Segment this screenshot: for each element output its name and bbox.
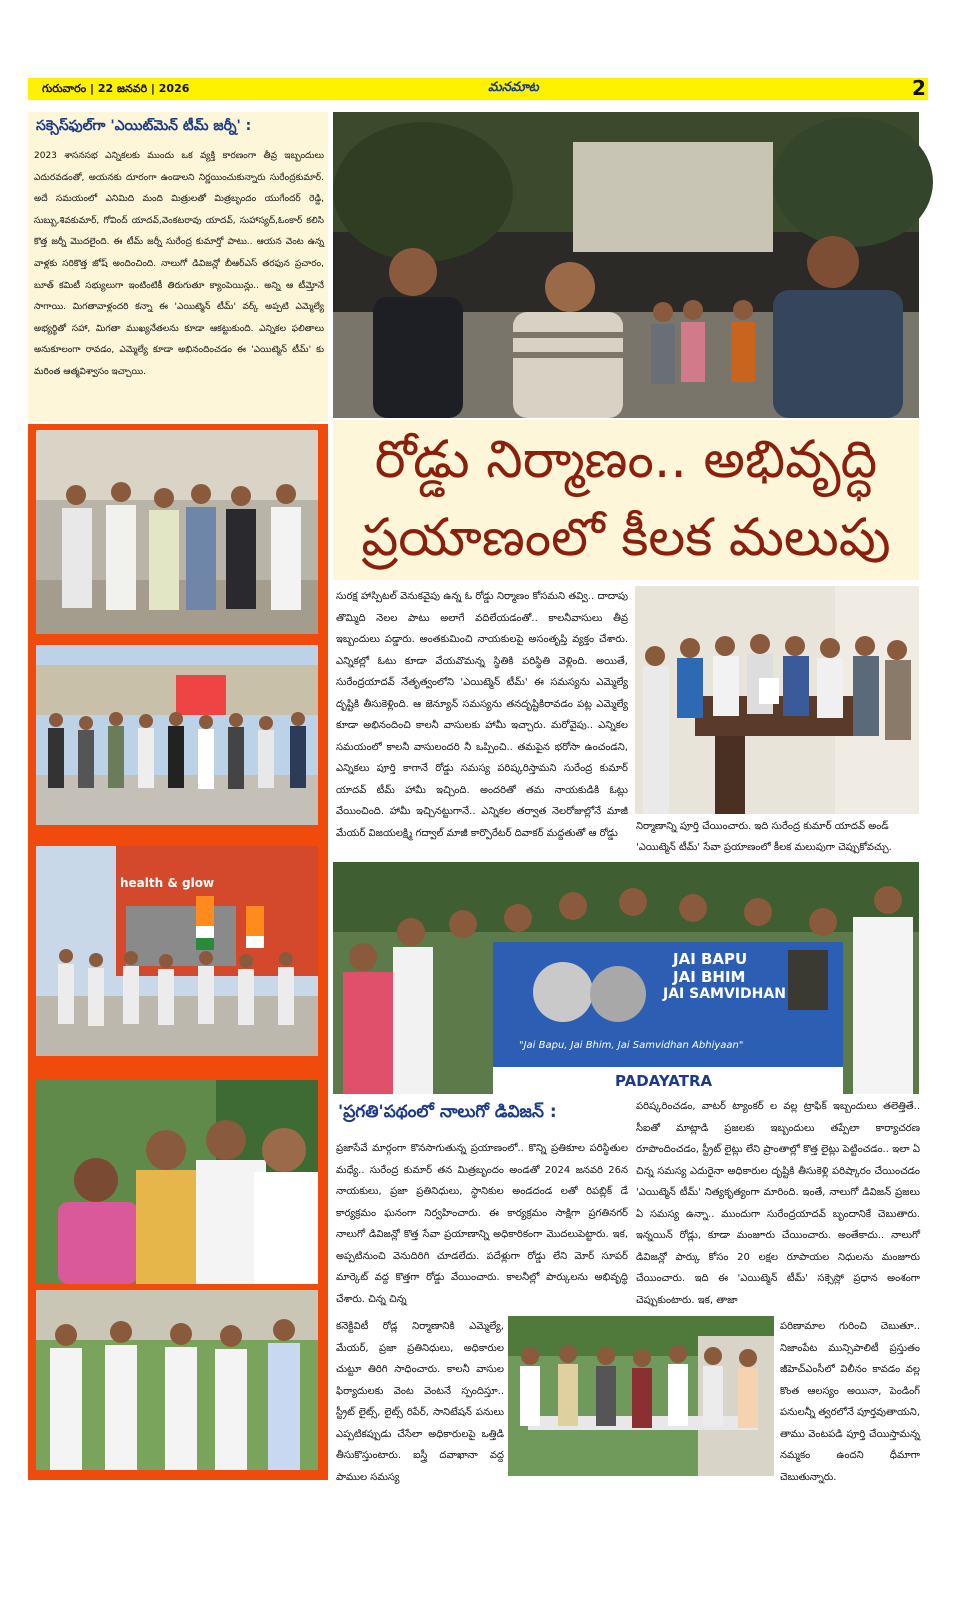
header-bar [28,78,928,100]
walk-photo [36,1290,318,1470]
road-story-text: సురక్ష హాస్పిటల్ వెనుకవైపు ఉన్న ఓ రోడ్డు నిర్మాణం కోసమని తవ్వి.. దాదాపు తొమ్మిది నెలల పాటు అలాగే వదిలేయడంతో.. కాలనీవాసులు తీవ్ర ఇబ్బందులు పడ్డారు. అంతకుమించి నాయకులపై అసంతృప్తి వ్యక్తం చేశారు. ఎన్నికల్లో ఓటు కూడా వేయవొమన్న స్థితికి పరిస్థితి వెళ్లింది. అయితే, సురేంద్రయాదవ్ నేతృత్వంలోని 'ఎయిట్మెన్ టీమ్' ఈ సమస్యను ఎమ్మెల్యే దృష్టికి తీసుకెళ్లింది. ఆ జెన్యూన్ సమస్యను తనదృష్టికిరావడం పట్ల ఎమ్మెల్యే కూడా అభినందించి కాలనీ వాసులకు హామీ ఇచ్చారు. మరోవైపు.. ఎన్నికల సమయంలో కాలనీ వాసులందరి నీ ఒప్పించి.. తమపైన భరోసా ఉంచండని, ఎన్నికలు పూర్తి కాగానే రోడ్డు సమస్య పరిష్కరిస్తామని సురేంద్ర కుమార్ యాదవ్ టీమ్ హామీ ఇచ్చింది. అందరితో తమ నాయకుడికి ఓట్లు వేయించింది. హామీ ఇచ్చినట్టుగానే.. ఎన్నికల తర్వాత నెలరోజుల్లోనే మాజీ మేయర్ విజయలక్ష్మి గద్వాల్ మాజీ కార్పొరేటర్ దివాకర్ మద్దతుతో ఆ రోడ్డు [336,591,628,839]
division-col1-tail: కనెక్టివిటీ రోడ్ల నిర్మాణానికి ఎమ్మెల్యే, మేయర్, ప్రజా ప్రతినిధులు, అధికారుల చుట్టూ తిరిగి సాధించారు. కాలనీ వాసుల ఫిర్యాదులకు వెంట వెంటనే స్పందిస్తూ.. స్ట్రీట్ లైట్స్, లైట్స్ రిపేర్, సానిటేషన్ పనులు ఎప్పటికప్పుడు చేసేలా అధికారులపై ఒత్తిడి తీసుకొస్తుంటారు. ఐస్త్రీ దవాఖానా వద్ద పాముల సమస్య [336,1321,504,1483]
team-photo [508,1316,774,1476]
meeting-photo [635,586,919,814]
division-col2-tail: పరిణామాల గురించి చెబుతూ.. నిజాంపేట మున్సిపాలిటీ ప్రస్తుతం జీహెచ్ఎంసీలో విలీనం కావడం వల్ల కొంత ఆలస్యం అయినా, పెండింగ్ పనులన్నీ త్వరలోనే పూర్తవుతాయని, తాము వెంటపడి పూర్తి చేయిస్తామన్న నమ్మకం ఉందని ధీమాగా చెబుతున్నారు. [780,1321,921,1483]
group-photo-1 [36,430,318,634]
division-col1-text: ప్రజాసేవే మార్గంగా కొనసాగుతున్న ప్రయాణంలో.. కొన్ని ప్రతికూల పరిస్థితుల మధ్యే.. సురేంద్ర కుమార్ తన మిత్రబృందం అండతో 2024 జనవరి 26న నాయకులు, ప్రజా ప్రతినిధులు, స్థానికుల అండదండ లతో రిపబ్లిక్ డే కార్యక్రమం ఘనంగా నిర్వహించారు. ఈ కార్యక్రమం సాక్షిగా ప్రగతినగర్ నాలుగో డివిజన్లో కొత్త సేవా ప్రయాణాన్ని అధికారికంగా మొదలుపెట్టారు. ఇక, అప్పటినుంచి వెనుదిరిగి చూడలేదు. పదేళ్లుగా రోడ్డు లేని మోర్ సూపర్ మార్కెట్ వద్ద కొత్తగా రోడ్డు వేయించారు. కాలనీల్లో పార్కులను అభివృద్ధి చేశారు. చిన్న చిన్న [336,1143,628,1305]
division-col2-text: పరిష్కరించడం, వాటర్ ట్యాంకర్ ల వల్ల ట్రాఫిక్ ఇబ్బందులు తలెత్తితే.. సీఐతో మాట్లాడి ప్రజలకు ఇబ్బందులు తప్పేలా కార్యాచరణ రూపొందించడం, స్ట్రీట్ లైట్లు లేని ప్రాంతాల్లో కొత్త లైట్లు పెట్టించడం.. ఇలా ఏ చిన్న సమస్య ఎదురైనా అధికారుల దృష్టికి తీసుకెళ్లి పరిష్కారం చేయించడం 'ఎయిట్మెన్ టీమ్' నిత్యకృత్యంగా మారింది. ఇంతే, నాలుగో డివిజన్ ప్రజలు ఏ సమస్య ఉన్నా.. ముందుగా సురేంద్రయాదవ్ బృందానికే చెబుతారు. ఇన్నయిన్ రోడ్లు, కూడా మంజూరు చేయించారు. అంతేకాదు.. నాలుగో డివిజన్లో పార్కు కోసం 20 లక్షల రూపాయల నిధులను మంజూరు చేయించారు. ఇది ఈ 'ఎయిట్మెన్ టీమ్' సక్సెస్లో ప్రధాన అంశంగా చెప్పుకుంటారు. ఇక, తాజా [636,1101,920,1306]
shop-sign: health & glow [120,876,215,890]
top-story-heading: సక్సెస్‌ఫుల్‌గా 'ఎయిట్‌మెన్ టీమ్ జర్నీ' : [36,118,252,134]
top-story-box [28,112,328,422]
masthead-logo: మనమాట [488,80,539,95]
banner-footer: PADAYATRA [615,1072,713,1090]
banner-line3: JAI SAMVIDHAN [663,986,786,1002]
main-headline-box [333,420,919,580]
banner-line1: JAI BAPU [673,950,748,968]
banner-line2: JAI BHIM [673,968,746,986]
top-story-text: 2023 శాసనసభ ఎన్నికలకు ముందు ఒక వ్యక్తి కారణంగా తీవ్ర ఇబ్బందులు ఎదురవడంతో, అయనకు దూరంగా ఉండాలని నిర్ణయించుకున్నారు సురేంద్రకుమార్. అదే సమయంలో ఎనిమిది మంది మిత్రులతో మిత్రబృందం యుగేందర్ రెడ్డి, సుబ్బు,శివకుమార్, గోవింద్ యాదవ్,వెంకటరావు యాదవ్, సుహాస్యద్,ఓంకార్ కలిసి కొత్త జర్నీ మొదలైంది. ఈ టీమ్ జర్నీ సురేంద్ర కుమార్తో పాటు.. ఆయన వెంట ఉన్న వాళ్లకు సరికొత్త జోష్ అందించింది. నాలుగో డివిజన్లో బీఆర్ఎస్ తరఫున ప్రచారం, బూత్ కమిటీ సభ్యులుగా ఇంటింటికీ తిరుగుతూ క్యాంపెయిన్లు.. అన్ని ఆ టీమ్తోనే సాగాయి. మిగతావాళ్లందరి కన్నా ఈ 'ఎయిట్మెన్ టీమ్' వర్క్ అప్పటి ఎమ్మెల్యే అభ్యర్థితో సహా, మిగతా ముఖ్యనేతలను కూడా ఆకట్టుకుంది. ఎన్నికల ఫలితాలు అనుకూలంగా రావడం, ఎమ్మెల్యే కూడా అభినందించడం ఈ 'ఎయిట్మెన్ టీమ్' కు మరింత ఆత్మవిశ్వాసం ఇచ్చాయి. [34,151,324,377]
group-photo-2 [36,645,318,825]
main-headline-line1: రోడ్డు నిర్మాణం.. అభివృద్ధి [374,430,878,490]
division-heading: 'ప్రగతి'పథంలో నాలుగో డివిజన్ : [338,1102,557,1122]
padayatra-photo [333,862,919,1094]
page-number: 2 [912,76,926,100]
rally-photo [36,846,318,1056]
felicitation-photo [36,1080,318,1284]
meeting-photo-caption: నిర్మాణాన్ని పూర్తి చేయించారు. ఇది సురేంద్ర కుమార్ యాదవ్ అండ్ 'ఎయిట్మెన్ టీమ్' సేవా ప్రయాణంలో కీలక మలుపుగా చెప్పుకోవచ్చు. [636,821,892,853]
night-photo [333,112,919,418]
banner-slogan: "Jai Bapu, Jai Bhim, Jai Samvidhan Abhiyaan" [519,1040,744,1051]
issue-date: గురువారం | 22 జనవరి | 2026 [42,82,190,95]
main-headline-line2: ప్రయాణంలో కీలక మలుపు [361,508,891,568]
